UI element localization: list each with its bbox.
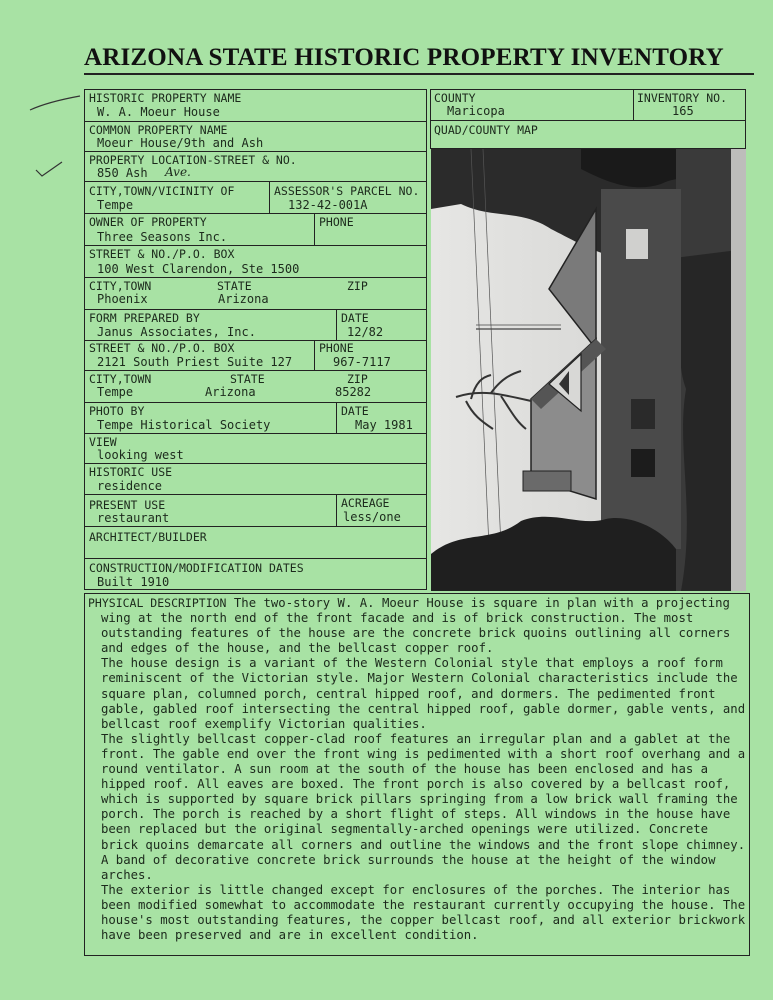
physical-description (88, 596, 748, 943)
photo-by-box (84, 402, 337, 434)
description-para-4: The exterior is little changed except for enclosures of the porches. The interior has been modified somewhat to accommodate the restaurant currently occupying the house. The house's most outstanding features, the copper bellcast roof, and all exterior brickwork have been preserved and are in excellent condition. (101, 882, 746, 943)
view-box (84, 433, 427, 464)
description-label: PHYSICAL DESCRIPTION (88, 596, 227, 610)
quad-map-box (430, 120, 746, 149)
owner-street-value: 100 West Clarendon, Ste 1500 (97, 262, 300, 276)
owner-state-label: STATE (217, 279, 252, 293)
house-photo-graphic (431, 149, 746, 591)
prep-street-value: 2121 South Priest Suite 127 (97, 355, 293, 369)
owner-city-box (84, 277, 427, 310)
common-name-label: COMMON PROPERTY NAME (89, 123, 228, 137)
prepared-by-label: FORM PREPARED BY (89, 311, 200, 325)
property-photo (431, 149, 746, 591)
architect-box (84, 526, 427, 559)
city-box (84, 181, 270, 214)
photo-date-box (336, 402, 427, 434)
parcel-box (269, 181, 427, 214)
acreage-value: less/one (343, 510, 401, 524)
owner-state-value: Arizona (218, 292, 269, 306)
owner-city-value: Phoenix (97, 292, 148, 306)
margin-check-marks (28, 92, 88, 182)
prepared-by-value: Janus Associates, Inc. (97, 325, 256, 339)
historic-name-label: HISTORIC PROPERTY NAME (89, 91, 242, 105)
parcel-value: 132-42-001A (288, 198, 368, 212)
present-use-value: restaurant (97, 511, 170, 525)
historic-name-box (84, 89, 427, 122)
county-label: COUNTY (434, 91, 476, 105)
owner-value: Three Seasons Inc. (97, 230, 228, 244)
inventory-label: INVENTORY NO. (637, 91, 728, 105)
historic-use-box (84, 463, 427, 495)
title-rule (84, 73, 754, 75)
present-use-box (84, 494, 337, 527)
prepared-date-box (336, 309, 427, 341)
prep-state-label: STATE (230, 372, 265, 386)
county-box (430, 89, 634, 121)
architect-label: ARCHITECT/BUILDER (89, 530, 207, 544)
prep-street-box (84, 340, 315, 371)
owner-phone-label: PHONE (319, 215, 354, 229)
photo-by-label: PHOTO BY (89, 404, 145, 418)
location-value: 850 Ash (97, 166, 148, 180)
inventory-box (633, 89, 746, 121)
prep-zip-label: ZIP (347, 372, 368, 386)
acreage-label: ACREAGE (341, 496, 390, 510)
prepared-by-box (84, 309, 337, 341)
county-value: Maricopa (447, 104, 505, 118)
view-value: looking west (97, 448, 184, 462)
historic-use-label: HISTORIC USE (89, 465, 173, 479)
prep-street-label: STREET & NO./P.O. BOX (89, 341, 235, 355)
photo-date-value: May 1981 (355, 418, 413, 432)
prep-phone-box (314, 340, 427, 371)
quad-map-label: QUAD/COUNTY MAP (434, 123, 538, 137)
construction-label: CONSTRUCTION/MODIFICATION DATES (89, 561, 304, 575)
prep-city-label: CITY,TOWN (89, 372, 152, 386)
description-para-3: The slightly bellcast copper-clad roof features an irregular plan and a gablet at the front. The gable end over the front wing is pedimented with a short roof overhang and a round ventilator. A sun room at the south of the house has been enclosed and has a hipped roof. All eaves are boxed. The front porch is also covered by a bellcast roof, which is supported by square brick pillars springing from a low brick wall framing the porch. The porch is reached by a short flight of steps. All windows in the house have been replaced but the original segmentally-arched openings were utilized. Concrete brick quoins demarcate all corners and outline the windows and the front slope chimney. A band of decorative concrete brick surrounds the house at the height of the window arches. (101, 731, 746, 882)
view-label: VIEW (89, 435, 117, 449)
construction-box (84, 558, 427, 590)
prep-city-box (84, 370, 427, 403)
owner-street-box (84, 245, 427, 278)
photo-by-value: Tempe Historical Society (97, 418, 271, 432)
present-use-label: PRESENT USE (89, 498, 166, 512)
location-handwritten: Ave. (165, 165, 191, 179)
owner-label: OWNER OF PROPERTY (89, 215, 207, 229)
owner-street-label: STREET & NO./P.O. BOX (89, 247, 235, 261)
description-para-2: The house design is a variant of the Western Colonial style that employs a roof form reminiscent of the Victorian style. Major Western Colonial characteristics include the square plan, columned porch, central hipped roof, and dormers. The pedimented front gable, gabled roof intersecting the central hipped roof, gable dormer, gable vents, and bellcast roof exemplify Victorian qualities. (101, 656, 746, 731)
prep-phone-value: 967-7117 (333, 355, 391, 369)
prep-phone-label: PHONE (319, 341, 354, 355)
city-value: Tempe (97, 198, 134, 212)
parcel-label: ASSESSOR'S PARCEL NO. (274, 184, 420, 198)
location-label: PROPERTY LOCATION-STREET & NO. (89, 153, 297, 167)
common-name-box (84, 121, 427, 152)
prepared-date-label: DATE (341, 311, 369, 325)
city-label: CITY,TOWN/VICINITY OF (89, 184, 235, 198)
historic-use-value: residence (97, 479, 163, 493)
prep-zip-value: 85282 (335, 385, 372, 399)
acreage-box (336, 494, 427, 527)
prep-state-value: Arizona (205, 385, 256, 399)
owner-zip-label: ZIP (347, 279, 368, 293)
prep-city-value: Tempe (97, 385, 134, 399)
owner-phone-box (314, 213, 427, 246)
historic-name-value: W. A. Moeur House (97, 105, 220, 119)
owner-box (84, 213, 315, 246)
owner-city-label: CITY,TOWN (89, 279, 152, 293)
description-para-1: The two-story W. A. Moeur House is square in plan with a projecting wing at the north end of the front facade and is of brick construction. The most outstanding features of the house are the concrete brick quoins outlining all corners and edges of the house, and the bellcast copper roof. (101, 596, 731, 656)
photo-date-label: DATE (341, 404, 369, 418)
common-name-value: Moeur House/9th and Ash (97, 136, 264, 150)
construction-value: Built 1910 (97, 575, 170, 589)
inventory-value: 165 (672, 104, 694, 118)
form-title: ARIZONA STATE HISTORIC PROPERTY INVENTORY (84, 44, 724, 71)
location-box (84, 151, 427, 182)
prepared-date-value: 12/82 (347, 325, 384, 339)
